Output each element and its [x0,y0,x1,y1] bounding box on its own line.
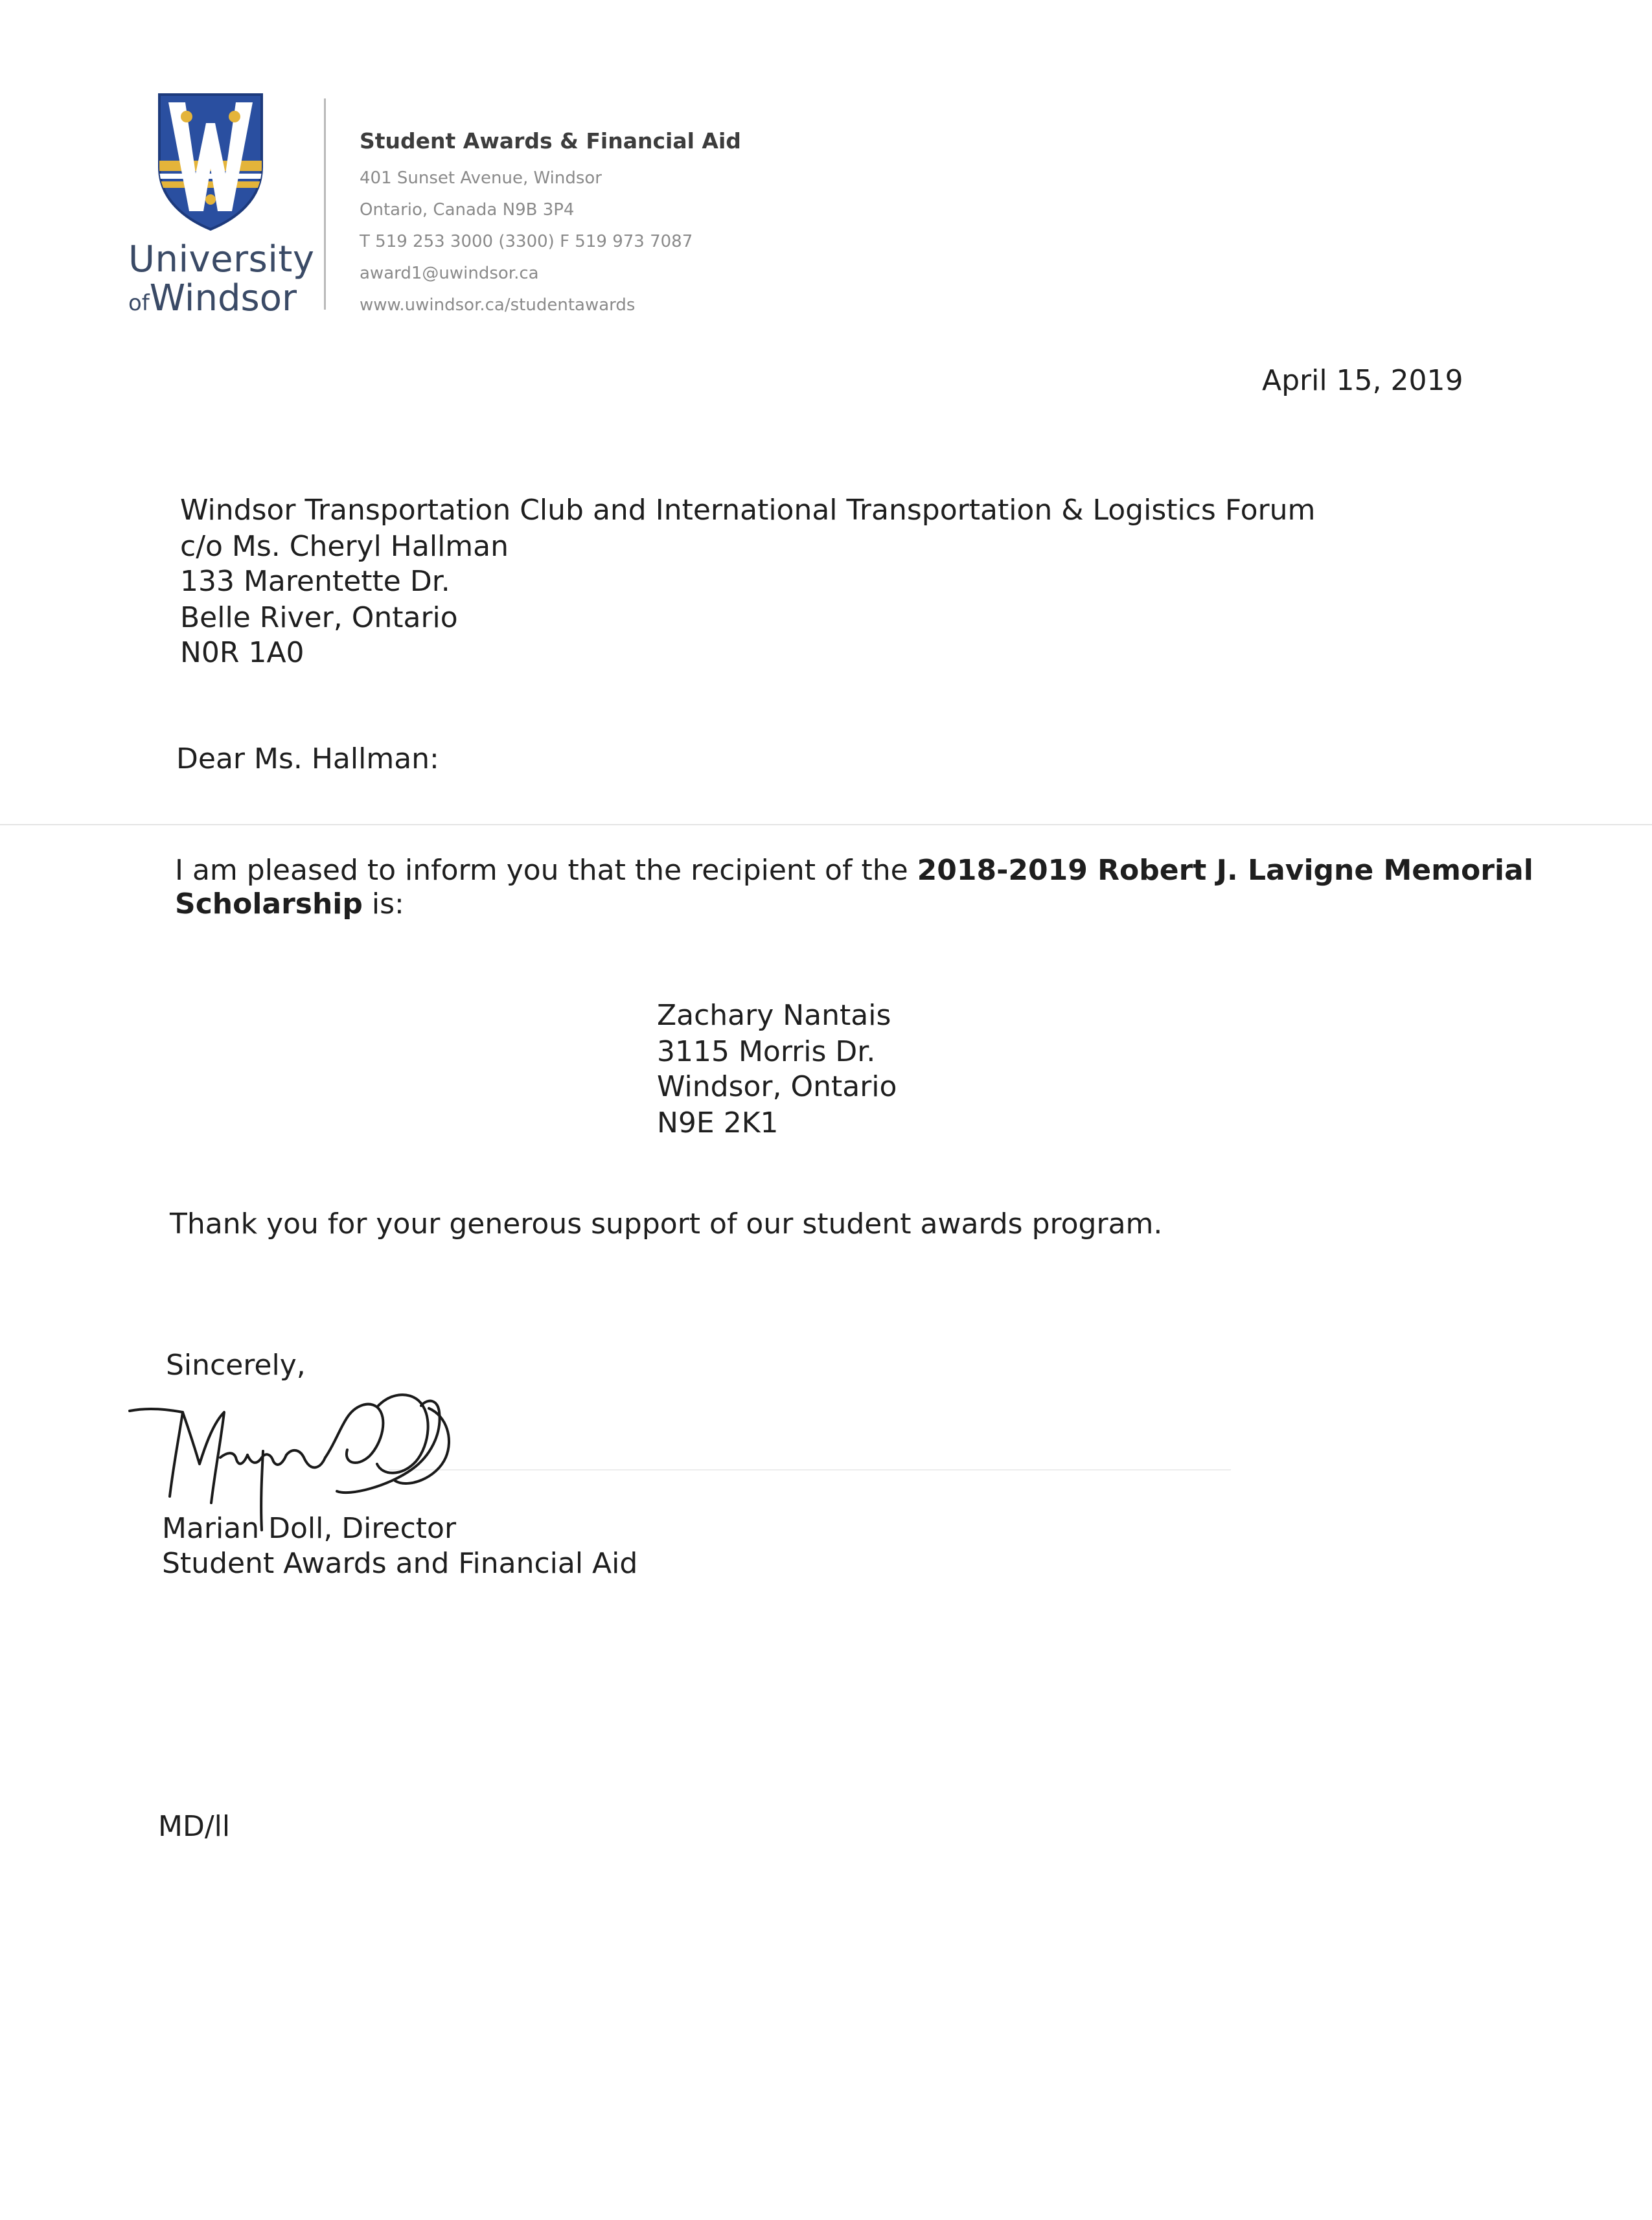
awardee-name: Zachary Nantais [657,999,891,1032]
recipient-line-4: Belle River, Ontario [180,601,458,634]
recipient-line-1: Windsor Transportation Club and International Transportation & Logistics Forum [180,494,1316,527]
scan-artifact [0,824,1652,825]
salutation: Dear Ms. Hallman: [176,742,439,775]
awardee-street: 3115 Morris Dr. [657,1035,876,1068]
thank-you-line: Thank you for your generous support of our student awards program. [170,1207,1163,1241]
body-paragraph-line-2 [175,886,404,922]
closing: Sincerely, [166,1349,306,1382]
body-intro-end: is: [362,887,404,921]
signer-department: Student Awards and Financial Aid [162,1547,638,1580]
recipient-line-3: 133 Marentette Dr. [180,565,450,598]
address-line-1: 401 Sunset Avenue, Windsor [360,168,602,188]
phone-fax: T 519 253 3000 (3300) F 519 973 7087 [360,232,693,251]
email-address: award1@uwindsor.ca [360,264,539,283]
body-intro: I am pleased to inform you that the recipient of the [175,854,917,887]
logo-wordmark-of: of [128,290,150,316]
award-name-part-1: 2018-2019 Robert J. Lavigne Memorial [917,854,1533,887]
logo-wordmark-windsor [128,277,297,319]
signer-name-title: Marian Doll, Director [162,1512,457,1545]
address-line-2: Ontario, Canada N9B 3P4 [360,200,575,220]
award-name-part-2: Scholarship [175,887,363,921]
department-name: Student Awards & Financial Aid [360,128,741,154]
recipient-line-2: c/o Ms. Cheryl Hallman [180,530,509,563]
logo-wordmark-windsor-text: Windsor [149,277,297,319]
logo-wordmark-university: University [128,238,315,280]
shield-icon [155,91,266,232]
signature [123,1367,525,1535]
letterhead-contact [360,128,741,321]
letterhead-divider [324,98,326,310]
letter-date: April 15, 2019 [1262,364,1463,397]
awardee-postal: N9E 2K1 [657,1106,779,1139]
website-url: www.uwindsor.ca/studentawards [360,295,636,315]
body-paragraph-line-1 [175,853,1533,889]
university-logo [123,91,315,319]
recipient-line-5: N0R 1A0 [180,636,304,669]
reference-initials: MD/ll [158,1810,231,1843]
awardee-city: Windsor, Ontario [657,1070,897,1103]
